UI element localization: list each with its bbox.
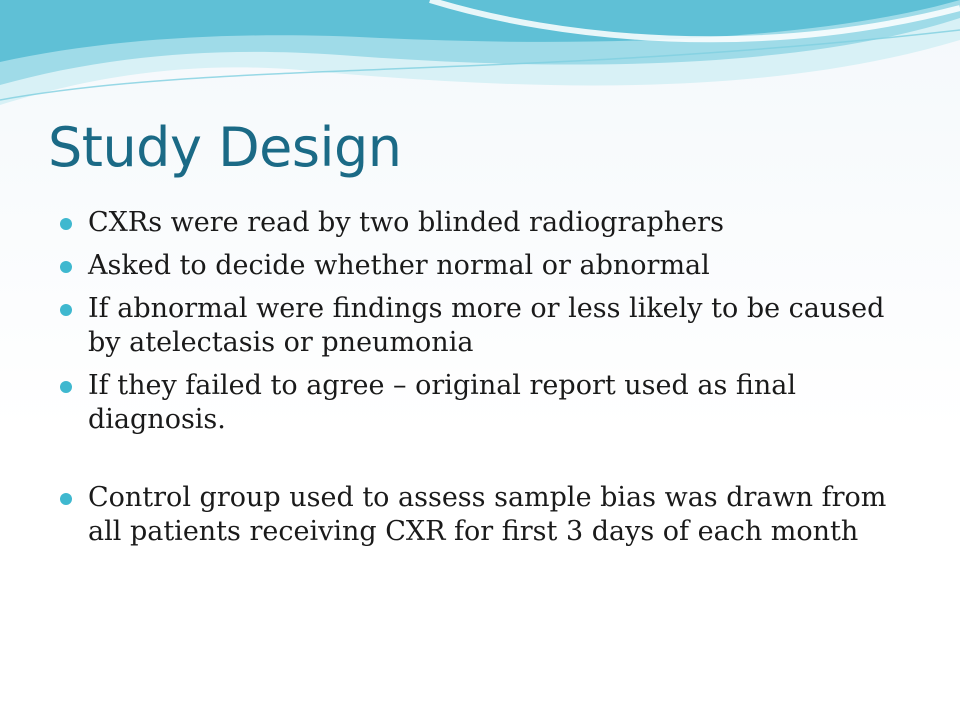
bullet-item — [60, 292, 910, 360]
bullet-dot-icon — [60, 304, 72, 316]
bullet-text: Control group used to assess sample bias was drawn from all patients receiving CXR for first 3 days of each month — [88, 482, 887, 547]
bullet-text: If they failed to agree – original report used as final diagnosis. — [88, 370, 797, 435]
bullet-text: If abnormal were findings more or less likely to be caused by atelectasis or pneumonia — [88, 293, 885, 358]
bullet-dot-icon — [60, 493, 72, 505]
bullet-item — [60, 481, 910, 549]
bullet-item — [60, 249, 910, 283]
bullet-item — [60, 206, 910, 240]
bullet-dot-icon — [60, 261, 72, 273]
bullet-dot-icon — [60, 381, 72, 393]
header-wave-decoration — [0, 0, 960, 130]
bullet-text: CXRs were read by two blinded radiographers — [88, 207, 724, 238]
bullet-text: Asked to decide whether normal or abnormal — [88, 250, 710, 281]
bullet-item — [60, 369, 910, 437]
bullet-list — [60, 206, 910, 558]
bullet-dot-icon — [60, 218, 72, 230]
slide-title: Study Design — [48, 116, 402, 179]
